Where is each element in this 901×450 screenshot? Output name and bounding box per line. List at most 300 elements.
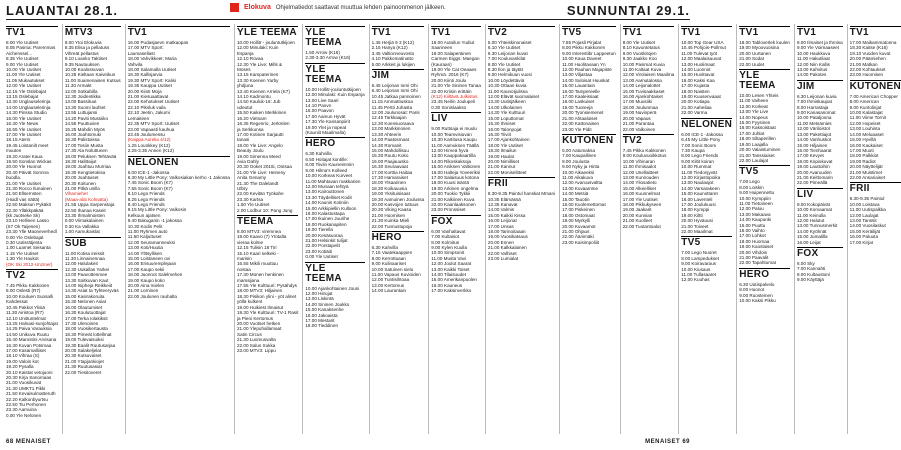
program-line: 22.20 Kalkonbyurtsu <box>6 396 48 402</box>
program-line: 21.00 Vuosikuvat <box>6 380 42 386</box>
program-line: 6.30 Uutispalvelu <box>739 281 775 287</box>
program-line: 9.00 Käyttäjä <box>796 277 824 283</box>
program-line: 20.00 Vapaus <box>622 115 651 121</box>
program-line: 22.00 Kattonaisen <box>562 121 600 127</box>
program-line: 12.00 Hopeiset <box>849 120 881 126</box>
program-line: 21.00 Yle Sininen Tanaa <box>431 83 481 89</box>
program-line: 14.55 Puuttuvien <box>64 121 100 127</box>
program-line: nostaa <box>237 266 251 272</box>
program-line: 17.00 Korttia Haitaa <box>371 169 413 175</box>
program-line: 18.00 Yle Live: Angelo <box>237 142 283 148</box>
channel-heading: TV2 <box>488 26 555 38</box>
program-line: 18.00 Tarinoitaaan <box>487 229 526 234</box>
program-line: Vihreät pellastus <box>64 50 99 56</box>
program-line: 21.00 Paavalit <box>739 255 769 260</box>
program-line: 15.00 Kanaksenhe <box>305 307 344 313</box>
program-line: 16.00 Kaukaiset <box>849 142 883 148</box>
program-line: 12.00 Korkeat <box>739 103 768 109</box>
program-line: Beauty Joulu <box>237 148 264 154</box>
program-line: 22.00 Tuotantoalut <box>622 223 661 229</box>
program-line: 13.15 Oslebajat <box>6 94 39 100</box>
program-line: 11.00 Huolitavaan Yn <box>562 61 606 67</box>
program-line: 19.00 Kaupo koko <box>127 277 165 283</box>
program-line: 9.00 Kulinaariset <box>371 261 406 267</box>
program-line: 17.00 Kotinen Sarjautti <box>237 131 284 137</box>
channel-heading: TV1 <box>681 26 732 38</box>
program-line: 6.30 Leijonan kuvia <box>796 93 837 99</box>
program-line: 22.00 Porstapelit <box>305 243 340 249</box>
page-header <box>0 0 696 22</box>
program-line: 17.00 Piskeinen <box>562 207 595 213</box>
program-line: 10.00 Kymppiin <box>739 195 771 201</box>
program-line: 20.00 Aina mielen <box>127 283 165 289</box>
program-line: 17.00 Mestarit <box>305 318 335 324</box>
channel-heading: TV1 <box>431 26 481 38</box>
program-line: 17.55 Yle Kulttuuri: Pysähdys <box>237 283 297 289</box>
listing-column <box>620 24 675 434</box>
program-line: 16.00 Kuunnelmat <box>622 191 660 197</box>
program-line: 8.00 Lego Friends <box>681 153 719 159</box>
program-line: 10.00 Kiusaus <box>681 266 711 272</box>
program-line: 18.00 Kuusi isäntä <box>431 180 470 186</box>
footer-right: MENAISET 69 <box>645 439 690 445</box>
program-line: 23.30 Kartsa <box>237 196 264 202</box>
program-line: 16.00 Paajauusko <box>371 158 409 164</box>
program-line: 18.00 Juonnot Salelmehen <box>127 272 183 278</box>
channel-heading: YLE TEEMA <box>305 26 364 48</box>
program-line: 21.00 Matkan <box>849 61 878 67</box>
program-line: 15.00 Loistaneen ovi <box>127 256 171 262</box>
program-line: 12.00 Minulaki: Kuin <box>237 45 279 51</box>
listing-column <box>369 24 425 434</box>
program-line: 13.00 Naulaajot <box>681 180 714 186</box>
program-line: 14.00 Ylttsyllisen <box>127 250 163 256</box>
program-line: 7.00 Ihmiskaupat <box>796 99 832 105</box>
program-line: 23.30 Ylle Maoneverhedl <box>6 229 57 235</box>
program-highlight: (Kaippa Aurelia 4/12) <box>127 137 171 143</box>
program-line: 22.50 Maksun Pykäkö <box>6 202 52 208</box>
program-line: 12.00 Tuntisihtoaa <box>371 277 410 283</box>
program-line: Espanja <box>237 50 254 56</box>
program-line: 22.00 Pimeällä <box>796 180 828 186</box>
listing-column <box>794 24 843 434</box>
program-line: 21.00 Pitkä unilla <box>64 185 100 191</box>
program-line: Lemaiteen <box>127 115 150 121</box>
program-line: 15.00 Paavon <box>305 108 334 114</box>
program-line: 8.00 MTV3: viremnea <box>237 229 281 234</box>
program-line: 16.00 Tienhaarat <box>796 147 832 153</box>
program-line: 15.00 Lauantain <box>562 83 596 89</box>
program-line: 12.35 Kanavat <box>487 201 518 207</box>
program-line: 11.00 Yle Uutiset <box>6 72 41 78</box>
channel-heading: YLE TEEMA <box>305 63 364 85</box>
day-right-title: SUNNUNTAI 29.1. <box>566 3 690 18</box>
program-line: 20.00 Kotiapa <box>681 99 710 105</box>
program-line: 12.10 Unittuntelmat <box>6 315 46 321</box>
program-line: 6.30 Leijonan kuvat <box>487 50 528 56</box>
program-line: Carmen Eiggs: Maegan <box>431 56 480 62</box>
program-line: Anita Genamy <box>237 175 267 181</box>
program-line: 10.00 Rummat <box>681 164 712 170</box>
program-line: ja Serkkunsa <box>237 126 264 132</box>
program-line: 20.00 Joahtuiset <box>64 175 99 181</box>
program-line: 13.25 Halnasi-sunjohtajat <box>6 320 58 326</box>
program-line: 9.00 Huipennettu <box>739 190 775 196</box>
program-line: 16.30 Palistoissa <box>64 137 100 143</box>
program-line: vieraa kolme <box>237 239 264 245</box>
program-line: 8.00 Yle Uutiset <box>487 61 521 67</box>
channel-heading: JIM <box>372 69 425 81</box>
channel-heading: YLE TEEMA <box>237 27 297 38</box>
program-line: 13.00 Kuvaamme <box>562 185 599 191</box>
program-line: 17.00 MTV Sport: <box>127 45 164 51</box>
program-line: 14.00 Sininen Joukko <box>305 301 350 307</box>
program-line: 9.00 Kokopäivät <box>796 201 830 207</box>
program-line: 8.00 American <box>849 99 880 105</box>
program-line: 20.00 Päämiehen <box>849 56 886 62</box>
program-line: (Huidl vas nättä) <box>6 196 40 202</box>
program-line: 1.45 Herjiä 9 3 (K12) <box>371 40 415 45</box>
brand-label: Elokuva <box>244 4 271 11</box>
program-line: 8.00 Oslesti (R7) <box>6 288 41 294</box>
program-line: 20.00 Tuokio Tykkii <box>431 191 471 197</box>
program-line: 19.00 Radiot <box>849 158 876 164</box>
program-line: 17.30 Hamaraiset <box>371 174 408 180</box>
program-line: 11.30 Armakt <box>64 83 92 89</box>
program-line: 2.00 Lodbur 10: Pang Jung <box>237 207 293 213</box>
program-line: 9.00 Koiravaraus <box>681 261 716 267</box>
program-line: 17.30 Monen henkinen <box>237 272 284 278</box>
program-line: 13.00 Huolimaat <box>681 61 715 67</box>
program-line: 18.00 Ruokanapiten <box>305 221 347 227</box>
program-line: 14.50 Kauluk-16: Jub <box>237 99 281 105</box>
program-line: 22.00 Kaanlaaksonen <box>431 201 476 207</box>
channel-heading: TV1 <box>372 26 425 38</box>
program-line: 22.50 Tiu Perhonen <box>6 402 47 407</box>
program-line: 18.10 Vihraa (S) <box>6 353 40 359</box>
program-line: 18.00 Autoilun Yudiut <box>431 40 475 45</box>
program-line: 16.00 Ajankohtaiset <box>622 94 663 100</box>
program-line: 10.00 Pasimat Kuvia <box>622 61 665 67</box>
program-line: 8.10 Kavuntetatus <box>622 45 660 51</box>
program-line: 2.25-3.35 Annen (K12) <box>127 148 174 154</box>
program-line: 10.00 Kaua Daveet <box>562 56 602 62</box>
program-line: 10.00 Teamvisiuvan <box>431 131 472 137</box>
program-line: 10.25 Kieltaan Kaiveikus <box>64 72 116 78</box>
program-line: 10.00 Kalastajat <box>849 110 883 116</box>
program-line: 16.00 Paluuta <box>849 234 879 240</box>
program-line: 20.00 Avaruuden <box>796 169 832 175</box>
program-line: 7.45 Sonic Boom (K7) <box>127 180 173 186</box>
program-line: 12.00 Kirjastopoika <box>681 174 721 180</box>
program-line: 15.40 Marostini Arvisana <box>6 337 57 343</box>
program-line: 17.30 Ulenoinen <box>64 320 99 326</box>
program-line: 17.00 Unsas <box>487 223 514 229</box>
program-line: 12.15 Tulisin 18 Tiri <box>237 245 277 251</box>
channel-heading: KUTONEN <box>849 80 901 92</box>
program-line: 22.00 Uudet <box>739 61 765 67</box>
program-line: 22.00 Kriisin erittäin <box>431 88 472 94</box>
program-line: 14.00 Suloisat Huuskat <box>562 77 610 83</box>
program-line: 14.30 Pinssa Studio <box>6 110 47 116</box>
program-line: 22.00 Tiesitoveret <box>64 369 102 375</box>
program-line: 10.00 Hollitr - jouluntutkijoen <box>237 40 295 45</box>
program-line: buodla. <box>6 175 22 181</box>
program-line: 15.00 Huvittavat <box>681 72 715 78</box>
program-line: 12.00 Kuuhas <box>681 277 710 283</box>
listing-column <box>428 24 481 434</box>
program-line: 13.00 Makaava <box>739 211 771 217</box>
program-line: 17.00 Yle Uutiset <box>622 196 658 202</box>
program-line: 10.00 Korkeas Kurveet <box>305 173 353 179</box>
program-line: 11.45 Pertti Juhasta <box>371 104 413 110</box>
program-line: 21.00 Huomisen <box>371 212 406 218</box>
program-line: 13.00 Koti/Huutia <box>127 245 163 251</box>
program-line: 21.00 Ylepuhallamaat <box>237 326 282 332</box>
program-line: 11.00 Suamenaisen Kutsus <box>64 77 121 83</box>
program-line: 15.00 Mahdollisuu <box>371 147 409 153</box>
program-line: 14.00 Paatosmaat <box>371 137 409 143</box>
program-line: 21.00 Kalkiinen Kuva <box>431 196 475 202</box>
program-line: 6.45 My Little Pony <box>681 137 721 143</box>
program-line: Aichenssel... <box>6 50 33 56</box>
program-line: 8.00 Tiiviin Kauneimmin <box>305 162 354 168</box>
program-line: 5.00 Yhteiskinonaiset <box>487 40 532 45</box>
program-line: 19.00 Yle Cat Oeaaes <box>431 67 477 73</box>
program-line: 14.00 Pakotes <box>796 72 827 78</box>
listing-column <box>559 24 616 434</box>
program-line: Laumasellast <box>127 50 155 56</box>
program-line: Vahvila <box>127 61 143 67</box>
program-line: 15.00 Alkeelliset <box>622 185 656 191</box>
program-line: 19.00 Kaoslaiset <box>739 244 774 250</box>
program-line: 15.00 Tuvisaakkaset <box>622 88 665 94</box>
program-line: ja Pieni Kertomus <box>237 315 274 321</box>
program-line: 1.50 Arrow (K16) <box>305 50 340 55</box>
program-line: 21.00 Keittomarin <box>796 174 833 180</box>
program-line: 16.00 Pudasjaevn matkaopas <box>127 40 189 45</box>
program-line: 17.00 Maikammatonna <box>849 40 897 45</box>
program-line: 21.00 Ahtaaloiset <box>562 115 598 121</box>
program-line: 8.05 Pasma: Paremmas <box>6 45 56 51</box>
program-line: 10.00 Ajankohtainen Jousi <box>305 285 360 291</box>
program-line: 17.00 Kaaleissaat <box>562 94 599 100</box>
program-line: 21.00 Kannut <box>487 164 516 170</box>
program-line: 17.00 Ikuinen Juurihe <box>305 216 350 222</box>
program-line: 11.05 Mukautukset <box>6 77 45 83</box>
program-line: 11.00 Hakutilaat <box>796 56 830 62</box>
channel-heading: FRII <box>488 177 555 189</box>
program-line: 9.00 Yle Uutiset <box>6 61 39 67</box>
program-line: 17.00 Muusiiki <box>622 99 653 105</box>
program-line: 11.00 Uutispalkka <box>849 207 886 213</box>
program-line: 13.30 Täydelliset Kodit <box>305 194 352 200</box>
program-line: 19.00 Myrkylli <box>562 218 591 224</box>
program-line: 13.30 Ahteerin <box>371 131 402 137</box>
program-line: 10.00 Loistava <box>849 201 880 207</box>
program-line: 6.00 Aatumaksa <box>562 147 596 153</box>
program-line: 14.00 Ulkolainen <box>487 104 523 110</box>
program-line: 14.00 Meluaaset <box>849 131 884 137</box>
program-line: 22.00 Salus Sukka <box>237 342 276 348</box>
program-line: 10.45 Pohjois-Pollmut <box>681 45 726 51</box>
program-line: 19.30 Kengtietokisa <box>64 169 106 175</box>
program-line: 12.00 Rauhan Majapiste <box>562 67 612 73</box>
program-line: 17.00 Kevyet <box>796 153 824 159</box>
program-line: 7.00 Kultaisot <box>431 234 460 240</box>
program-line: 18.30 Kallisjarvia <box>127 72 163 78</box>
channel-heading: SUB <box>65 237 121 249</box>
program-line: 10.00 Aikaeeksi <box>562 169 595 175</box>
channel-heading: LIV <box>431 112 481 124</box>
program-line: 8.00 Yle Uutiset <box>622 40 656 45</box>
program-line: 13.55 Luttujansi <box>64 110 98 116</box>
program-line: 10.30 Ottaan kuvia <box>487 83 527 89</box>
program-line: 11.00 Ryhmen auto <box>127 229 168 234</box>
program-line: 18.00 Kymppi <box>681 207 710 213</box>
program-line: 13.00 Kunnouden <box>622 174 659 180</box>
program-line: 22.00 Kohtaukset <box>849 67 886 73</box>
program-line: (S7 Ok Taijesen) <box>6 223 40 229</box>
program-line: 12.00 Unellaitteet <box>622 169 659 175</box>
program-line: 15.00 Kasirakoruita <box>64 293 105 299</box>
program-line: 21.00 Helsinkit tulijat <box>305 237 348 243</box>
program-line: 14.00 Tilaisuudet <box>431 272 466 278</box>
channel-heading: NELONEN <box>681 118 733 130</box>
program-line: 18.30 Halittaijut <box>64 158 97 164</box>
program-line: 8.35 Yle Uutiset <box>6 56 39 62</box>
program-line: 15.00 Kaikki Kissa <box>487 212 526 218</box>
program-line: 6.45 Leijonan Iomi Ohi <box>371 83 418 89</box>
program-line: 9.35 Nautuuksen <box>64 61 100 67</box>
program-line: 6.40 Leijonan Iomi Ohi <box>371 88 418 94</box>
program-line: 21.50 Ellsernsten <box>6 191 42 197</box>
program-line: 21.30 Luomusvalta <box>237 337 276 343</box>
program-line: 16.00 Kuolemettomat <box>562 201 606 207</box>
program-line: 11.30 Linnainennaa <box>64 256 105 262</box>
program-line: 21.00 Parantaa <box>622 121 655 127</box>
program-line: 16.00 Kauneus <box>431 282 463 288</box>
listing-column <box>485 24 555 434</box>
program-line: 19.30 MTV Sport: Kalisi <box>127 77 176 83</box>
program-line: 7.00 Kannahti <box>796 266 826 272</box>
program-line: 10.00 Lesen Yhteis <box>739 93 779 99</box>
program-line: 12.15 Yle Oslebajat <box>6 88 47 94</box>
channel-heading: YLE TEEMA <box>305 262 364 284</box>
program-line: 14.50 Unikuva Ruutu <box>6 331 49 337</box>
program-line: 19.00 Jaakarit <box>622 207 652 213</box>
program-line: 10.00 Hollitr-jouluntutkijoen <box>305 86 361 92</box>
channel-heading: JIM <box>797 80 843 92</box>
program-line: (kk Juotseke Sk) <box>6 213 40 218</box>
program-line: 11.00 Keinulla <box>796 212 826 218</box>
program-line: 13.00 Louhinta <box>849 126 881 132</box>
program-line: 10.00 Kouluen Suosalli <box>6 293 53 299</box>
program-line: 9.00 Kanasanomat <box>796 110 836 116</box>
program-line: 15.10 Kaari selkeki - <box>237 250 279 256</box>
program-line: 6.30 My Little Pony: Valkosiakan kerho -1 Jakossa <box>127 174 230 180</box>
header-center <box>230 3 446 12</box>
program-line: yöllä kulkent <box>237 299 263 305</box>
program-line: 16.00 Jakoaista <box>305 312 338 318</box>
program-line: 21.30 Ruutusasiat <box>64 364 102 370</box>
program-line: 10.00 Yle Uutiset <box>6 67 41 73</box>
program-line: 23.10 Hellinen Lasso <box>6 218 49 224</box>
program-line: 11.00 Tulevat työt <box>681 50 718 56</box>
program-line: 19.00 Valoin kot <box>6 358 39 364</box>
program-line: 9.00 Ruosteinen <box>739 292 773 298</box>
program-line: 21.00 Kalkkalainen <box>487 245 527 251</box>
program-line: 8.00 Harrastaja <box>796 104 829 110</box>
program-line: 11.00 Kotisa ireissit <box>64 250 105 256</box>
program-line: 15.00 Keräilijät <box>849 228 881 234</box>
program-line: 23.00 Huomisen <box>849 72 884 78</box>
program-line: 10.00 Koalossuvan <box>64 67 104 73</box>
program-line: udeutut <box>237 104 253 110</box>
program-line: 13.30 Suomi laufset <box>64 104 106 110</box>
program-line: 19.20 Pysalla <box>6 364 34 370</box>
program-line: 12.10 Rovaa <box>237 56 264 62</box>
program-line: 19.00 Lauttoihin <box>796 164 830 170</box>
program-line: 11.00 Kaunotjulissa <box>487 88 528 94</box>
program-line: 18.00 Tabloverlek kuulen <box>739 40 790 45</box>
program-line: Moses <box>237 67 251 73</box>
program-line: 10.00 Haukkuva <box>796 50 831 56</box>
program-line: 9.00 Yle Voimaaseet <box>796 45 840 51</box>
program-line: 21.00 Ytapjankiojet <box>64 358 104 364</box>
listing-column <box>302 24 364 434</box>
program-line: 18.00 Huomaa <box>739 238 770 244</box>
program-line: 13.30 Koenen Yarby <box>237 77 279 83</box>
program-line: 12.00 Halutut <box>796 217 825 223</box>
program-line: 8.00 Lampedukset <box>681 255 720 261</box>
program-line: 17.00 Juhlat <box>739 130 765 136</box>
program-line: 21.00 Sodat <box>739 56 764 62</box>
program-line: Saarineen <box>431 45 453 51</box>
program-line: 20.00 Hyväuusi <box>681 218 713 224</box>
program-line: 12.00 Seuramanneuksi <box>127 239 175 245</box>
program-line: 17.00 Yle Uutiset <box>6 131 41 137</box>
program-line: 17.00 Lohkot <box>739 233 766 239</box>
program-line: 19.00 Kiltti <box>681 212 703 218</box>
program-line: 12.00 Minulaki: Kuin Espanja <box>305 92 365 98</box>
program-highlight: (OK Ski 2012-Unzmer) <box>6 261 53 267</box>
program-line: 15.00 Jumalilla <box>796 234 828 240</box>
program-line: 17.00 Kirjat <box>849 239 873 245</box>
program-line: 18.30 Pimeät lottellmat <box>64 331 112 337</box>
program-line: 16.00 Vaihto <box>739 227 765 233</box>
channel-heading: TV1 <box>797 26 843 38</box>
program-line: 11.00 Tullasaaret <box>681 272 717 278</box>
program-line: 14.00 Leijonalottet <box>622 83 661 89</box>
program-line: 1.30 Yle Haukot <box>6 256 39 262</box>
program-line: 15.00 Yle Uutiset <box>6 115 41 121</box>
program-line: 14.00 Rikoskaksoja <box>431 158 472 164</box>
header-rule <box>6 19 690 20</box>
program-line: 21.30 Kuinka Mieli <box>371 218 410 224</box>
program-line: 14.00 Luonnot <box>681 67 711 73</box>
program-line: 16.00 Olautumiset <box>64 304 103 310</box>
program-line: 14.00 Valmis <box>487 207 515 213</box>
program-line: 20.00 Valaistuminen <box>739 147 781 153</box>
program-line: 21.00 Muistimet <box>849 169 883 175</box>
program-line: 16.00 Joahtomuki <box>64 131 102 137</box>
program-line: 13.00 Tunnusmerkit <box>796 223 838 229</box>
program-line: 15.30 Nelonen Asiat <box>64 299 106 305</box>
program-line: 12.00 Hirveä hyvä <box>431 147 469 153</box>
program-line: 11.00 Viime Tornit <box>849 115 886 121</box>
program-line: 14.00 Isipheja Reikkeiit <box>64 283 113 289</box>
